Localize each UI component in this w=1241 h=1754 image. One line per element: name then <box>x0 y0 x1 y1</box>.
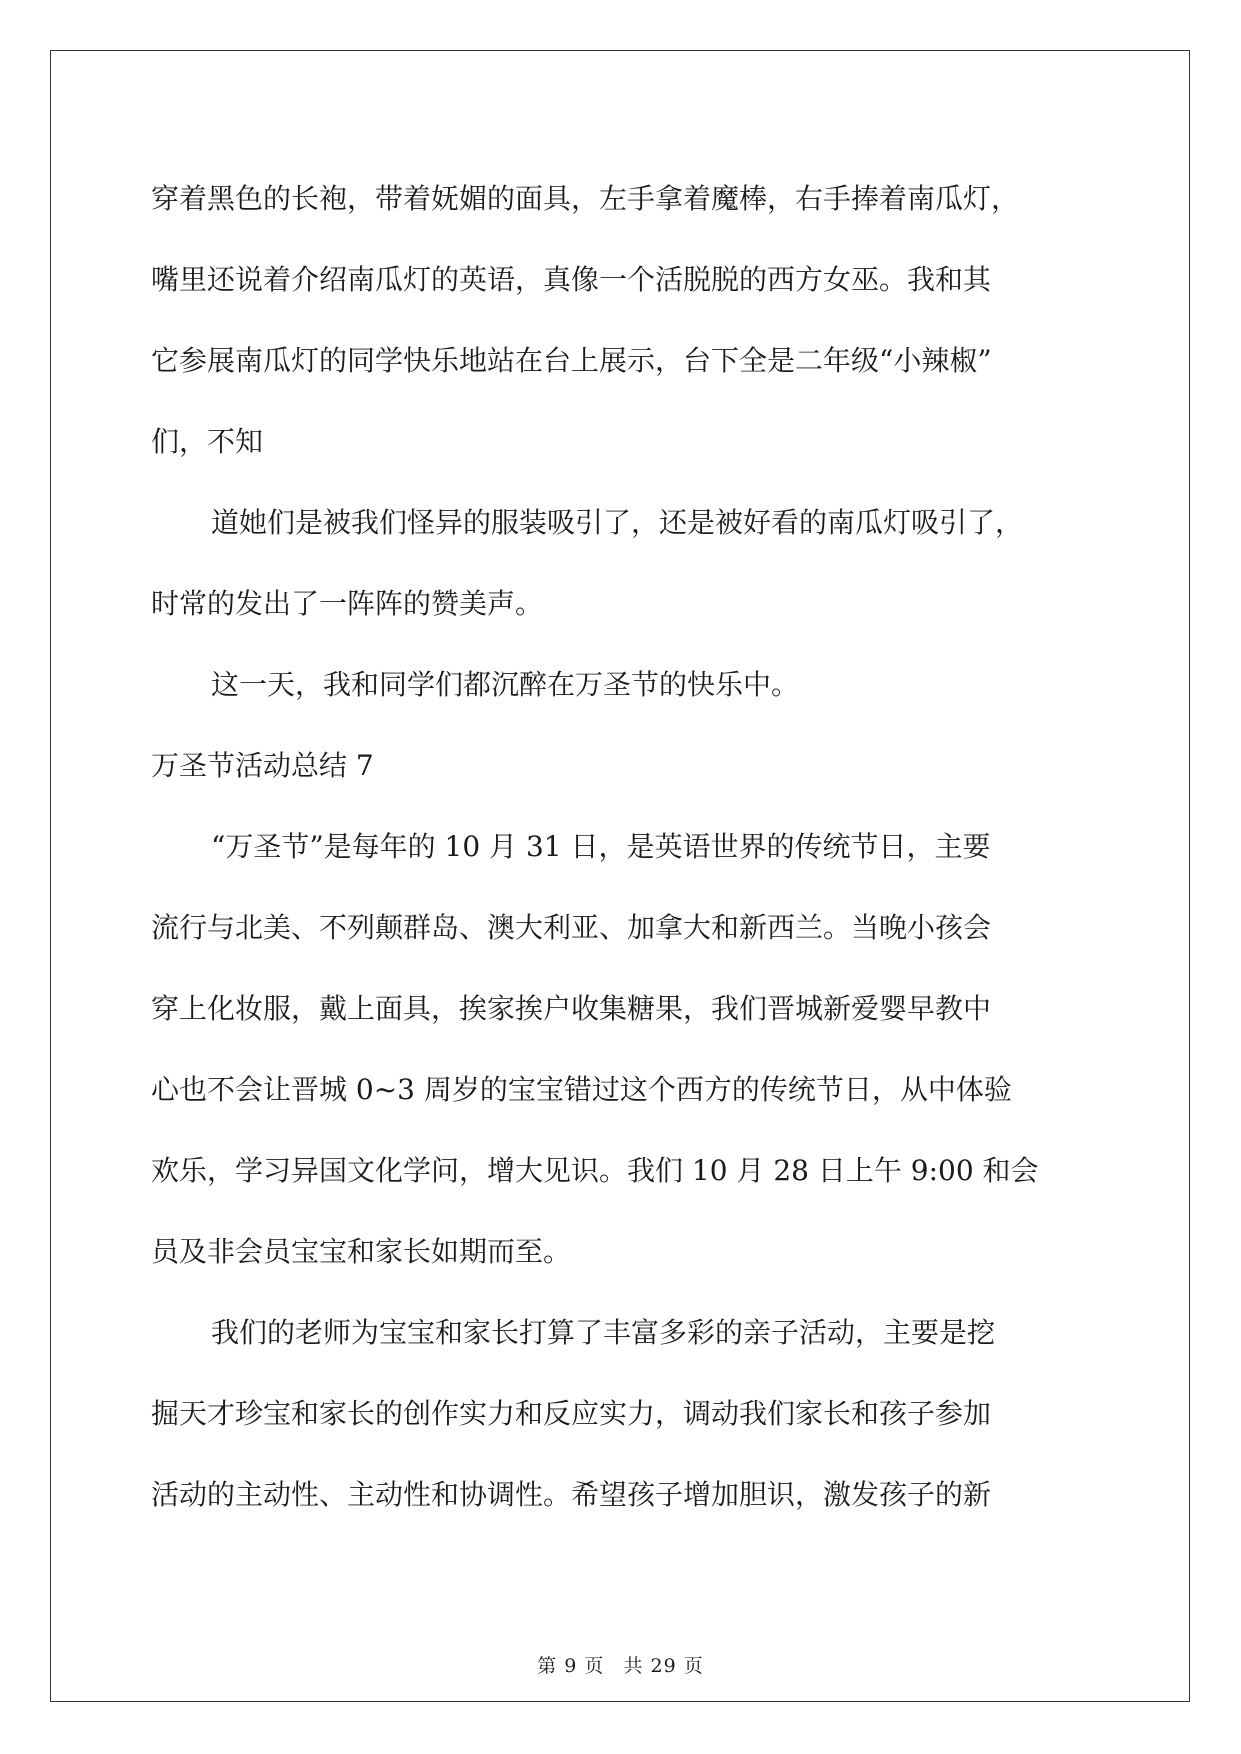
text-line: 嘴里还说着介绍南瓜灯的英语，真像一个活脱脱的西方女巫。我和其 <box>151 263 992 296</box>
text-line: 我们的老师为宝宝和家长打算了丰富多彩的亲子活动，主要是挖 <box>211 1316 996 1349</box>
text-line: 它参展南瓜灯的同学快乐地站在台上展示，台下全是二年级“小辣椒” <box>151 344 992 377</box>
text-line: 穿上化妆服，戴上面具，挨家挨户收集糖果，我们晋城新爱婴早教中 <box>151 992 992 1025</box>
document-body <box>151 158 1091 1535</box>
text-line: 心也不会让晋城 0~3 周岁的宝宝错过这个西方的传统节日，从中体验 <box>151 1073 1012 1106</box>
text-line: 道她们是被我们怪异的服装吸引了，还是被好看的南瓜灯吸引了， <box>211 506 1024 539</box>
text-line: 流行与北美、不列颠群岛、澳大利亚、加拿大和新西兰。当晚小孩会 <box>151 911 992 944</box>
text-line: “万圣节”是每年的 10 月 31 日，是英语世界的传统节日，主要 <box>211 830 991 863</box>
text-line: 员及非会员宝宝和家长如期而至。 <box>151 1235 572 1268</box>
text-line: 活动的主动性、主动性和协调性。希望孩子增加胆识，激发孩子的新 <box>151 1478 992 1511</box>
section-heading: 万圣节活动总结 7 <box>151 749 374 782</box>
text-line: 时常的发出了一阵阵的赞美声。 <box>151 587 544 620</box>
page-number: 第 9 页 <box>537 1655 605 1677</box>
text-line: 们，不知 <box>151 425 264 458</box>
text-line: 这一天，我和同学们都沉醉在万圣节的快乐中。 <box>211 668 800 701</box>
page-footer <box>0 1651 1241 1678</box>
page-total: 共 29 页 <box>623 1655 704 1677</box>
text-line: 掘天才珍宝和家长的创作实力和反应实力，调动我们家长和孩子参加 <box>151 1397 992 1430</box>
text-line: 欢乐，学习异国文化学问，增大见识。我们 10 月 28 日上午 9:00 和会 <box>151 1154 1039 1187</box>
text-line: 穿着黑色的长袍，带着妩媚的面具，左手拿着魔棒，右手捧着南瓜灯， <box>151 182 1020 215</box>
